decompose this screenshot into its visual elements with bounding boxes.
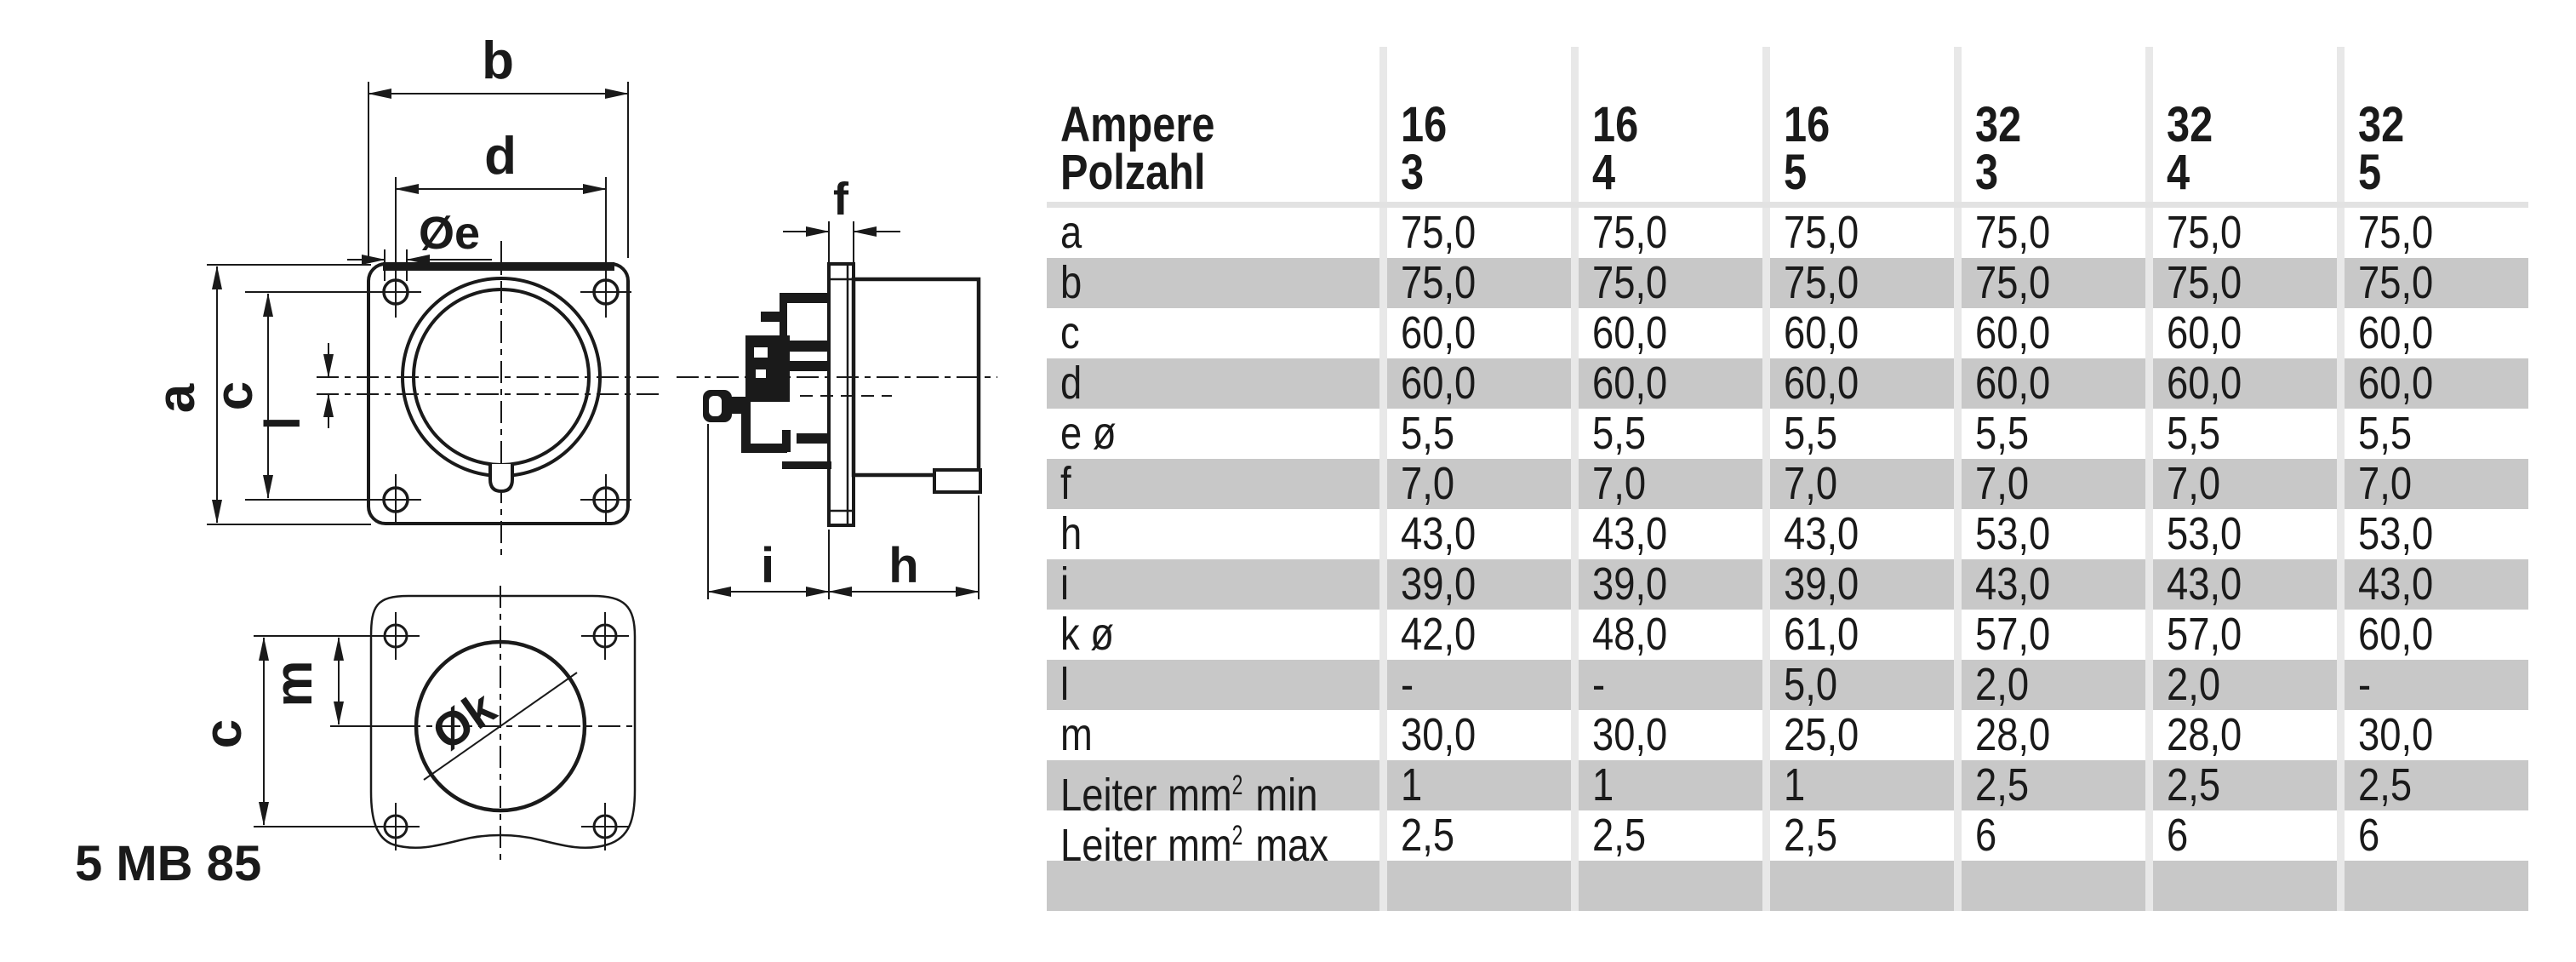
row-label-cell [1047, 258, 1379, 308]
cable-tab [934, 470, 980, 492]
cell-text: 39,0 [1784, 558, 1859, 610]
cell-text: 61,0 [1784, 609, 1859, 660]
row-label-cell [1047, 760, 1379, 821]
value-cell [2345, 208, 2528, 258]
value-cell [1579, 610, 1762, 660]
cell-text: Leiter mm2 min [1060, 770, 1318, 821]
dim-label-a: a [147, 383, 206, 414]
table-row [1047, 509, 2528, 559]
cell-text: 6 [2358, 810, 2380, 861]
cell-text: - [2358, 659, 2372, 710]
value-cell [2153, 660, 2337, 710]
cell-text: 39,0 [1592, 558, 1668, 610]
value-cell [1962, 760, 2145, 810]
cell-text: 7,0 [2167, 458, 2221, 509]
cell-text: 48,0 [1592, 609, 1668, 660]
table-row [1047, 610, 2528, 660]
cell-text: 75,0 [1784, 207, 1859, 258]
cell-text: 43,0 [2358, 558, 2434, 610]
cell-text: 60,0 [1975, 307, 2051, 358]
screw-hole [581, 612, 629, 660]
terminal-assembly [703, 293, 831, 469]
cell-text: 60,0 [1784, 358, 1859, 409]
cell-text: 75,0 [1592, 207, 1668, 258]
value-cell [2345, 559, 2528, 610]
value-cell [1962, 660, 2145, 710]
value-cell [2153, 409, 2337, 459]
cell-text: 75,0 [1784, 257, 1859, 308]
cell-text: 43,0 [2167, 558, 2242, 610]
dim-label-c: c [205, 381, 264, 411]
cell-text: 7,0 [1975, 458, 2030, 509]
value-cell [2345, 610, 2528, 660]
row-label-cell [1047, 459, 1379, 509]
cell-text: 43,0 [1592, 508, 1668, 559]
part-number-label: 5 MB 85 [75, 836, 262, 891]
header-cell [1962, 47, 2145, 202]
cell-text: 16 [1592, 97, 1639, 152]
cell-text: 75,0 [1975, 207, 2051, 258]
mounting-flange-plate [829, 264, 854, 525]
value-cell [1387, 710, 1571, 760]
cell-text: 2,5 [1975, 759, 2030, 810]
header-cell [1770, 47, 1954, 202]
value-cell [2153, 610, 2337, 660]
cell-text: 2,5 [1592, 810, 1647, 861]
cell-text: 5 [2358, 145, 2382, 200]
value-cell [1387, 559, 1571, 610]
value-cell [1770, 760, 1954, 810]
value-cell [1962, 861, 2145, 911]
cell-text: 5,5 [1592, 408, 1647, 459]
header-cell [1579, 47, 1762, 202]
cell-text: 75,0 [2358, 207, 2434, 258]
dimension-l [255, 343, 328, 430]
cell-text: 7,0 [1592, 458, 1647, 509]
cell-text: 43,0 [1401, 508, 1476, 559]
cell-text: b [1060, 257, 1082, 308]
value-cell [1579, 509, 1762, 559]
value-cell [1962, 810, 2145, 861]
value-cell [1770, 509, 1954, 559]
screw-hole [370, 474, 421, 525]
value-cell [1579, 760, 1762, 810]
cell-text: 60,0 [2167, 307, 2242, 358]
cell-text: 75,0 [2358, 257, 2434, 308]
cell-text: 2,5 [1401, 810, 1455, 861]
value-cell [1770, 710, 1954, 760]
dimension-table [1047, 47, 2528, 911]
cell-text: 16 [1784, 97, 1831, 152]
dim-label-l: l [255, 415, 311, 431]
cell-text: 28,0 [2167, 709, 2242, 760]
value-cell [1770, 208, 1954, 258]
table-row [1047, 810, 2528, 871]
front-view [147, 31, 662, 555]
value-cell [1579, 308, 1762, 358]
row-label-cell [1047, 308, 1379, 358]
value-cell [1387, 861, 1571, 911]
value-cell [1770, 810, 1954, 861]
dimension-m [265, 638, 339, 724]
cell-text: Leiter mm2 max [1060, 820, 1329, 871]
table-row [1047, 759, 2528, 821]
value-cell [1387, 660, 1571, 710]
value-cell [1770, 559, 1954, 610]
value-cell [1579, 459, 1762, 509]
value-cell [1579, 258, 1762, 308]
value-cell [1770, 861, 1954, 911]
table-row [1047, 308, 2528, 358]
screw-hole [581, 803, 629, 850]
value-cell [2153, 509, 2337, 559]
value-cell [1962, 208, 2145, 258]
value-cell [2153, 810, 2337, 861]
cell-text: 16 [1401, 97, 1448, 152]
value-cell [1387, 358, 1571, 409]
cell-text: e ø [1060, 408, 1117, 459]
value-cell [2153, 861, 2337, 911]
dim-label-f: f [833, 174, 848, 225]
value-cell [2345, 710, 2528, 760]
value-cell [2345, 358, 2528, 409]
value-cell [2345, 861, 2528, 911]
value-cell [2153, 208, 2337, 258]
value-cell [1770, 409, 1954, 459]
value-cell [2345, 660, 2528, 710]
cell-text: 5,5 [1975, 408, 2030, 459]
cell-text: i [1060, 558, 1070, 610]
table-row [1047, 660, 2528, 710]
cell-text: 32 [2167, 97, 2213, 152]
cell-text: Polzahl [1060, 145, 1206, 200]
value-cell [1579, 358, 1762, 409]
value-cell [1962, 409, 2145, 459]
value-cell [2345, 409, 2528, 459]
side-view [677, 174, 997, 599]
dim-label-ok: Øk [422, 679, 505, 761]
cell-text: 30,0 [1401, 709, 1476, 760]
cell-text: 6 [1975, 810, 1997, 861]
value-cell [2345, 760, 2528, 810]
cell-text: a [1060, 207, 1082, 258]
cell-text: 60,0 [1401, 358, 1476, 409]
header-cell [2153, 47, 2337, 202]
cell-text: 1 [1592, 759, 1614, 810]
value-cell [1962, 559, 2145, 610]
value-cell [2153, 710, 2337, 760]
cell-text: 4 [2167, 145, 2190, 200]
cell-text: 2,0 [1975, 659, 2030, 710]
cell-text: 30,0 [2358, 709, 2434, 760]
cell-text: 1 [1784, 759, 1806, 810]
cell-text: 5,5 [1784, 408, 1838, 459]
cell-text: 60,0 [1784, 307, 1859, 358]
cell-text: 60,0 [1401, 307, 1476, 358]
row-label-cell [1047, 710, 1379, 760]
value-cell [1387, 308, 1571, 358]
value-cell [1962, 308, 2145, 358]
value-cell [1579, 810, 1762, 861]
dim-label-m: m [265, 660, 323, 707]
value-cell [1962, 710, 2145, 760]
dim-label-i: i [760, 538, 775, 593]
cell-text: 75,0 [2167, 207, 2242, 258]
table-row [1047, 409, 2528, 459]
value-cell [1962, 610, 2145, 660]
value-cell [1387, 459, 1571, 509]
cell-text: 43,0 [1784, 508, 1859, 559]
row-label-cell [1047, 810, 1379, 871]
cell-text: h [1060, 508, 1082, 559]
cell-text: 60,0 [1592, 307, 1668, 358]
housing-body [854, 279, 980, 492]
cell-text: 60,0 [1975, 358, 2051, 409]
row-label-cell [1047, 610, 1379, 660]
cell-text: Ampere [1060, 97, 1215, 152]
cell-text: 32 [2358, 97, 2405, 152]
value-cell [1387, 409, 1571, 459]
cell-text: 42,0 [1401, 609, 1476, 660]
cell-text: 5,0 [1784, 659, 1838, 710]
value-cell [1387, 610, 1571, 660]
value-cell [2345, 459, 2528, 509]
table-row [1047, 459, 2528, 509]
cell-text: 2,5 [1784, 810, 1838, 861]
value-cell [1770, 660, 1954, 710]
value-cell [2345, 258, 2528, 308]
cell-text: 5,5 [1401, 408, 1455, 459]
value-cell [2153, 760, 2337, 810]
cell-text: 28,0 [1975, 709, 2051, 760]
cell-text: 75,0 [1975, 257, 2051, 308]
cell-text: 30,0 [1592, 709, 1668, 760]
cell-text: 53,0 [1975, 508, 2051, 559]
value-cell [1387, 208, 1571, 258]
dim-label-b: b [482, 31, 514, 90]
value-cell [1962, 258, 2145, 308]
value-cell [1770, 308, 1954, 358]
table-header-row [1047, 47, 2528, 202]
header-label-cell [1047, 47, 1379, 202]
value-cell [2345, 509, 2528, 559]
row-label-cell [1047, 358, 1379, 409]
value-cell [1770, 358, 1954, 409]
value-cell [1579, 660, 1762, 710]
value-cell [1579, 710, 1762, 760]
cell-text: 75,0 [1401, 257, 1476, 308]
value-cell [2153, 459, 2337, 509]
header-cell [2345, 47, 2528, 202]
cell-text: - [1592, 659, 1606, 710]
value-cell [1770, 459, 1954, 509]
cell-text: 75,0 [1401, 207, 1476, 258]
cell-text: 7,0 [1784, 458, 1838, 509]
table-row [1047, 559, 2528, 610]
dim-label-c-bottom: c [194, 719, 253, 749]
cell-text: m [1060, 709, 1093, 760]
cell-text: d [1060, 358, 1082, 409]
value-cell [1962, 459, 2145, 509]
table-row [1047, 208, 2528, 258]
cell-text: 75,0 [1592, 257, 1668, 308]
bottom-view [194, 586, 635, 862]
cell-text: k ø [1060, 609, 1114, 660]
cell-text: 43,0 [1975, 558, 2051, 610]
keyway-notch [490, 464, 512, 491]
cell-text: 7,0 [1401, 458, 1455, 509]
header-cell [1387, 47, 1571, 202]
dim-label-oe: Øe [418, 208, 481, 259]
dim-label-h: h [888, 538, 919, 593]
value-cell [2153, 308, 2337, 358]
value-cell [1770, 258, 1954, 308]
cell-text: 1 [1401, 759, 1423, 810]
cell-text: 2,5 [2358, 759, 2413, 810]
value-cell [1387, 760, 1571, 810]
value-cell [1962, 509, 2145, 559]
cell-text: 75,0 [2167, 257, 2242, 308]
table-row [1047, 258, 2528, 308]
cell-text: 57,0 [1975, 609, 2051, 660]
cell-text: 5 [1784, 145, 1808, 200]
value-cell [2345, 810, 2528, 861]
cell-text: 5,5 [2167, 408, 2221, 459]
cell-text: 60,0 [2358, 609, 2434, 660]
cell-text: 2,0 [2167, 659, 2221, 710]
cell-text: 3 [1401, 145, 1425, 200]
cell-text: 7,0 [2358, 458, 2413, 509]
value-cell [1387, 258, 1571, 308]
cell-text: - [1401, 659, 1414, 710]
cell-text: 3 [1975, 145, 1999, 200]
cell-text: 25,0 [1784, 709, 1859, 760]
cell-text: 4 [1592, 145, 1616, 200]
dim-label-d: d [484, 127, 517, 186]
dimension-f [783, 174, 900, 262]
cell-text: l [1060, 659, 1070, 710]
value-cell [2153, 258, 2337, 308]
value-cell [1770, 610, 1954, 660]
value-cell [1579, 559, 1762, 610]
value-cell [1579, 208, 1762, 258]
value-cell [1579, 861, 1762, 911]
row-label-cell [1047, 208, 1379, 258]
value-cell [2153, 358, 2337, 409]
row-label-cell [1047, 409, 1379, 459]
value-cell [1579, 409, 1762, 459]
value-cell [2345, 308, 2528, 358]
cell-text: 2,5 [2167, 759, 2221, 810]
cell-text: c [1060, 307, 1080, 358]
dimension-c-front [205, 292, 371, 500]
value-cell [1387, 810, 1571, 861]
cell-text: 60,0 [1592, 358, 1668, 409]
table-row [1047, 358, 2528, 409]
cell-text: 32 [1975, 97, 2022, 152]
value-cell [2153, 559, 2337, 610]
value-cell [1387, 509, 1571, 559]
row-label-cell [1047, 509, 1379, 559]
cell-text: 6 [2167, 810, 2189, 861]
cell-text: 5,5 [2358, 408, 2413, 459]
cell-text: 39,0 [1401, 558, 1476, 610]
cell-text: 53,0 [2358, 508, 2434, 559]
cell-text: f [1060, 458, 1071, 509]
cell-text: 57,0 [2167, 609, 2242, 660]
technical-drawing [0, 0, 1047, 962]
cell-text: 53,0 [2167, 508, 2242, 559]
table-row [1047, 710, 2528, 760]
cell-text: 60,0 [2167, 358, 2242, 409]
row-label-cell [1047, 559, 1379, 610]
cell-text: 60,0 [2358, 358, 2434, 409]
value-cell [1962, 358, 2145, 409]
row-label-cell [1047, 660, 1379, 710]
cell-text: 60,0 [2358, 307, 2434, 358]
